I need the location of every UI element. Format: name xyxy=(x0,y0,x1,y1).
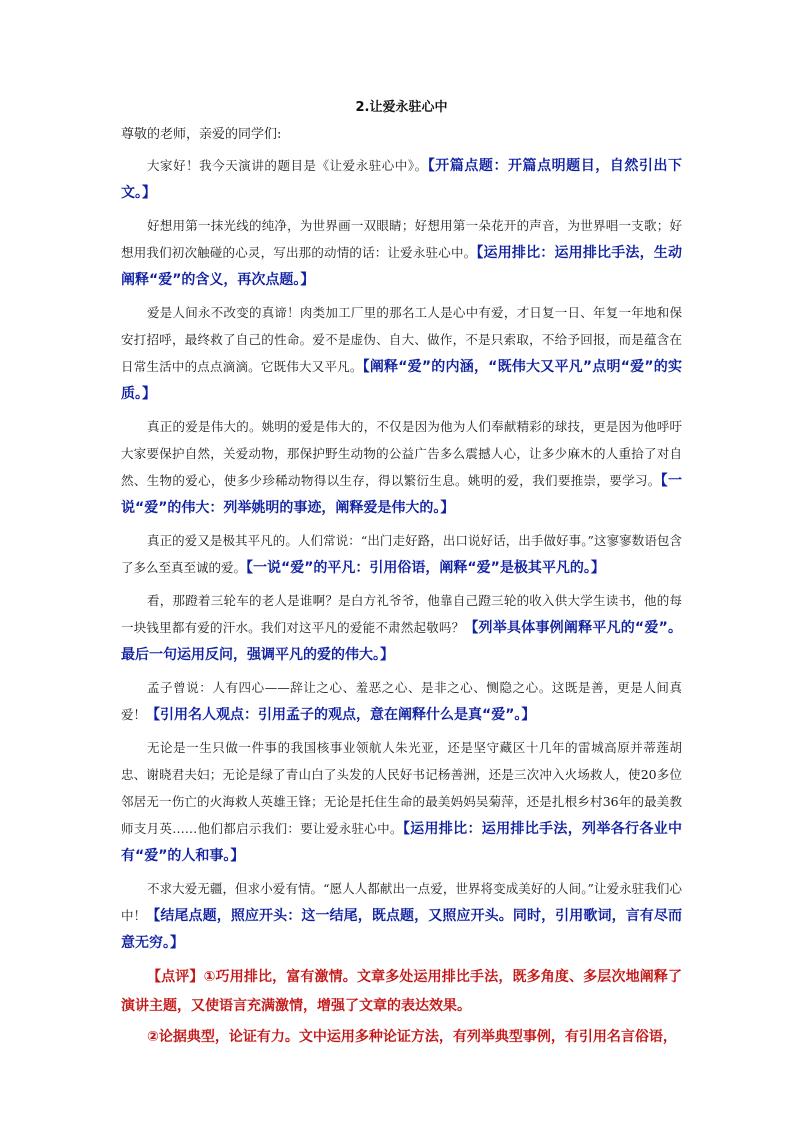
paragraph-9 xyxy=(121,876,682,957)
paragraph-2 xyxy=(121,213,682,294)
paragraph-6 xyxy=(121,588,682,669)
page-title: 2.让爱永驻心中 xyxy=(355,100,448,115)
paragraph-text: 大家好！我今天演讲的题目是《让爱永驻心中》。 xyxy=(147,158,428,173)
paragraph-3 xyxy=(121,300,682,408)
salutation: 尊敬的老师，亲爱的同学们: xyxy=(121,127,282,142)
paragraph-text: 爱是人间永不改变的真谛！肉类加工厂里的那名工人是心中有爱，才日复一日、年复一年地和保安打招呼，最终救了自己的性命。爱不是虚伪、自大、做作，不是只索取，不给予回报，而是蕴含在日常生活中的点点滴滴。它既伟大又平凡。 xyxy=(121,305,682,374)
paragraph-text: 真正的爱又是极其平凡的。人们常说：“出门走好路，出口说好话，出手做好事。”这寥寥数语包含了多么至真至诚的爱。 xyxy=(121,533,682,575)
paragraph-8 xyxy=(121,735,682,870)
paragraph-text: 真正的爱是伟大的。姚明的爱是伟大的，不仅是因为他为人们奉献精彩的球技，更是因为他呼吁大家要保护自然，关爱动物，那保护野生动物的公益广告多么震撼人心，让多少麻木的人重拾了对自然、生物的爱心，使多少珍稀动物得以生存，得以繁衍生息。姚明的爱，我们要推崇，要学习。 xyxy=(121,419,682,488)
annotation-note: 【运用排比：运用排比手法，列举各行各业中有“爱”的人和事。】 xyxy=(121,821,682,864)
paragraph-text: 孟子曾说：人有四心——辞让之心、羞恶之心、是非之心、恻隐之心。这既是善，更是人间真爱！ xyxy=(121,680,682,722)
paragraph-text: 看，那蹬着三轮车的老人是谁啊？是白方礼爷爷，他靠自己蹬三轮的收入供大学生读书，他的每一块钱里都有爱的汗水。我们对这平凡的爱能不肃然起敬吗？ xyxy=(121,593,682,635)
annotation-note: 【结尾点题，照应开头：这一结尾，既点题，又照应开头。同时，引用歌词，言有尽而意无穷。】 xyxy=(121,908,682,951)
paragraph-text: 不求大爱无疆，但求小爱有情。“愿人人都献出一点爱，世界将变成美好的人间。”让爱永驻我们心中！ xyxy=(121,881,682,923)
paragraph-text: 好想用第一抹光线的纯净，为世界画一双眼睛；好想用第一朵花开的声音，为世界唱一支歌；好想用我们初次触碰的心灵，写出那的动情的话：让爱永驻心中。 xyxy=(121,218,682,260)
comment-text: ①巧用排比，富有激情。文章多处运用排比手法，既多角度、多层次地阐释了演讲主题，又使语言充满激情，增强了文章的表达效果。 xyxy=(121,969,682,1014)
annotation-note: 【一说“爱”的伟大：列举姚明的事迹，阐释爱是伟大的。】 xyxy=(121,473,682,516)
paragraph-text: 无论是一生只做一件事的我国核事业领航人朱光亚，还是坚守藏区十几年的雷城高原并蒂莲胡忠、谢晓君夫妇；无论是绿了青山白了头发的人民好书记杨善洲，还是三次冲入火场救人，使20多位邻居无一伤亡的火海救人英雄王锋；无论是托住生命的最美妈妈吴菊萍，还是扎根乡村36年的最美教师支月英……他们都启示我们：要让爱永驻心中。 xyxy=(121,740,682,836)
paragraph-7 xyxy=(121,675,682,729)
annotation-note: 【一说“爱”的平凡：引用俗语，阐释“爱”是极其平凡的。】 xyxy=(246,560,605,576)
comment-tag: 【点评】 xyxy=(147,969,204,985)
paragraph-1 xyxy=(121,153,682,207)
paragraph-4 xyxy=(121,414,682,522)
annotation-note: 【开篇点题：开篇点明题目，自然引出下文。】 xyxy=(121,158,682,201)
comment-1 xyxy=(121,963,682,1021)
paragraph-5 xyxy=(121,528,682,582)
comment-2 xyxy=(121,1023,682,1052)
comment-text: ②论据典型，论证有力。文中运用多种论证方法，有列举典型事例，有引用名言俗语， xyxy=(147,1029,677,1045)
annotation-note: 【列举具体事例阐释平凡的“爱”。最后一句运用反问，强调平凡的爱的伟大。】 xyxy=(121,620,682,663)
annotation-note: 【运用排比：运用排比手法，生动阐释“爱”的含义，再次点题。】 xyxy=(121,245,682,288)
annotation-note: 【引用名人观点：引用孟子的观点，意在阐释什么是真“爱”。】 xyxy=(146,707,536,723)
annotation-note: 【阐释“爱”的内涵，“既伟大又平凡”点明“爱”的实质。】 xyxy=(121,359,682,402)
